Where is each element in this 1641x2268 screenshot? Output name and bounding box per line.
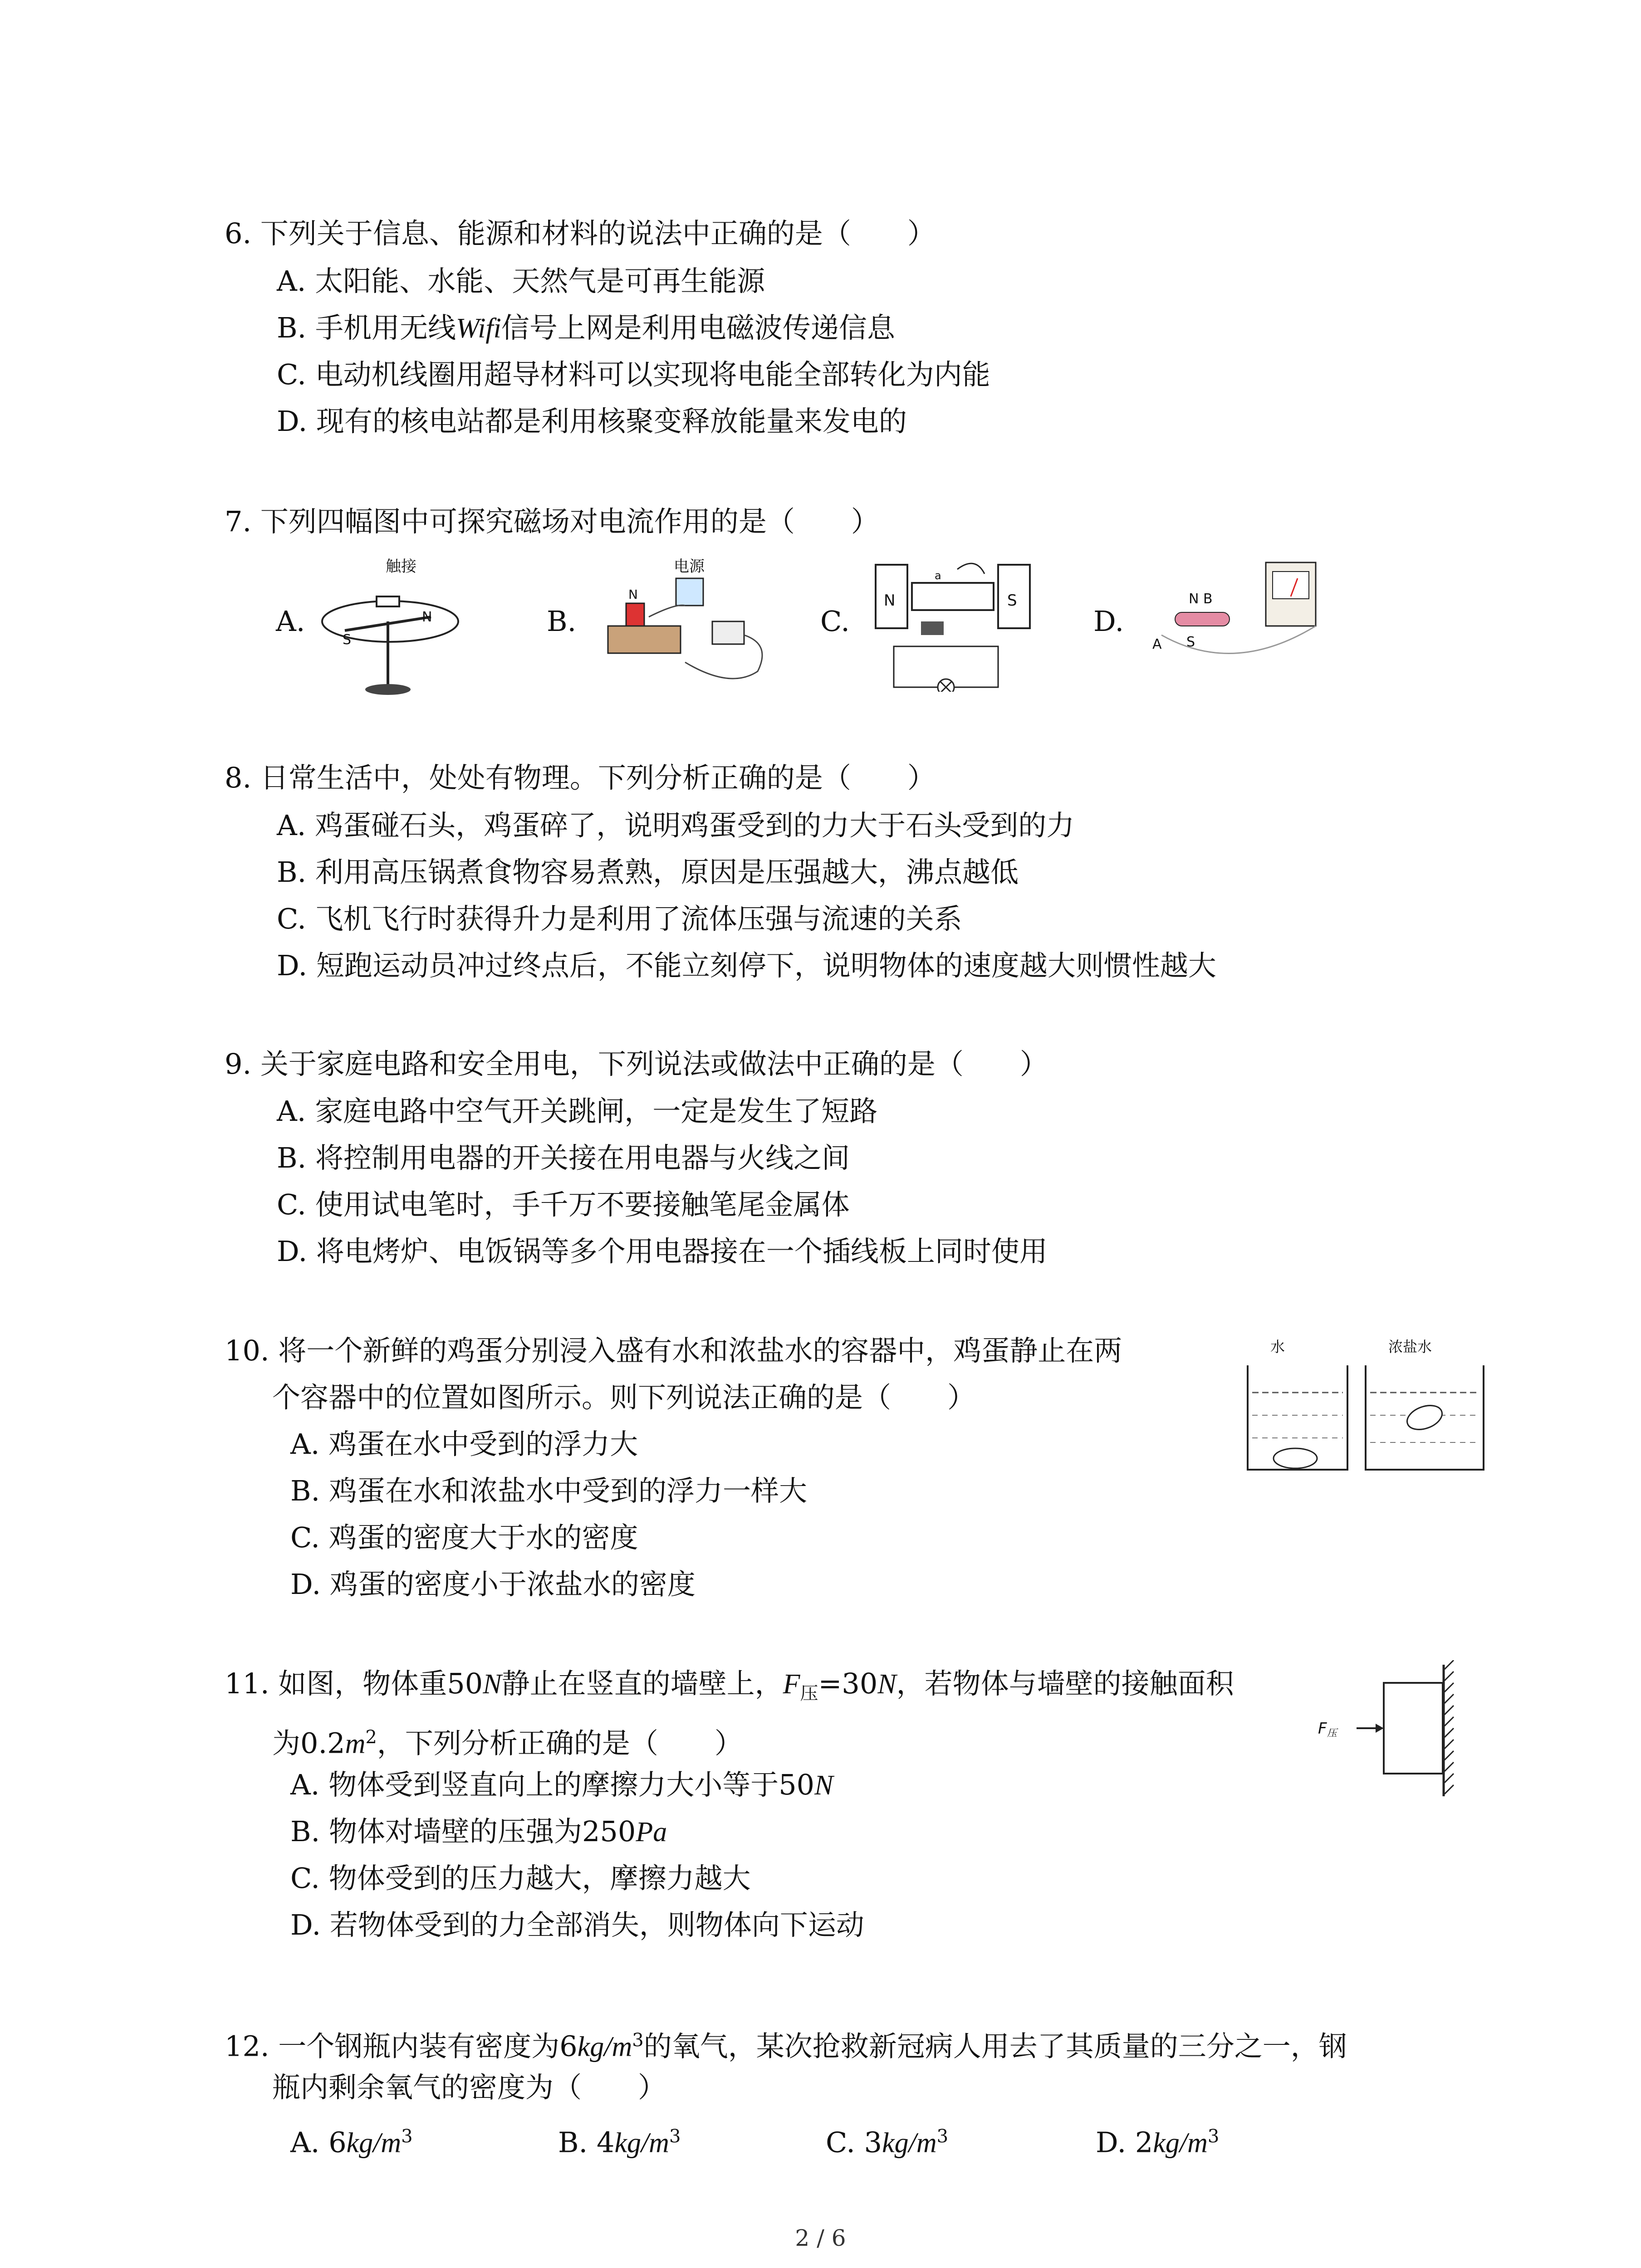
svg-text:N: N — [884, 591, 896, 610]
q10-fig-water-label: 水 — [1270, 1338, 1285, 1355]
q10-option-b: B. 鸡蛋在水和浓盐水中受到的浮力一样大 — [290, 1474, 807, 1507]
q11-option-d: D. 若物体受到的力全部消失，则物体向下运动 — [290, 1908, 864, 1941]
svg-text:N: N — [628, 587, 638, 602]
q11-option-c: C. 物体受到的压力越大，摩擦力越大 — [290, 1862, 751, 1895]
q7-label-d: D. — [1093, 605, 1124, 638]
q11-option-b: B. 物体对墙壁的压强为250Pa — [290, 1815, 667, 1848]
svg-text:S: S — [1007, 591, 1017, 610]
q8-option-a: A. 鸡蛋碰石头，鸡蛋碎了，说明鸡蛋受到的力大于石头受到的力 — [277, 809, 1075, 842]
q7-label-a: A. — [276, 605, 305, 638]
q8-option-d: D. 短跑运动员冲过终点后，不能立刻停下，说明物体的速度越大则惯性越大 — [277, 949, 1216, 982]
q10-option-d: D. 鸡蛋的密度小于浓盐水的密度 — [290, 1568, 696, 1601]
q10-fig-brine-label: 浓盐水 — [1388, 1338, 1432, 1355]
svg-text:A: A — [1152, 636, 1162, 652]
q7-label-b: B. — [547, 605, 577, 638]
q7-figure-b — [594, 553, 785, 689]
q10-option-c: C. 鸡蛋的密度大于水的密度 — [290, 1521, 638, 1554]
page-number: 2 / 6 — [795, 2225, 846, 2251]
q8-option-c: C. 飞机飞行时获得升力是利用了流体压强与流速的关系 — [277, 902, 962, 935]
q12-stem-line2: 瓶内剩余氧气的密度为（ ） — [272, 2071, 666, 2104]
q6-option-a: A. 太阳能、水能、天然气是可再生能源 — [277, 264, 765, 298]
q9-option-b: B. 将控制用电器的开关接在用电器与火线之间 — [277, 1141, 850, 1174]
q11-figure-wall-block — [1316, 1660, 1461, 1805]
q7-stem: 7. 下列四幅图中可探究磁场对电流作用的是（ ） — [225, 505, 879, 538]
q12-option-b: B. $4kg/m^3$ — [558, 2126, 681, 2159]
q10-figure-beakers — [1243, 1334, 1497, 1479]
svg-text:N B: N B — [1189, 591, 1213, 607]
q9-option-a: A. 家庭电路中空气开关跳闸，一定是发生了短路 — [277, 1095, 878, 1128]
svg-text:S: S — [343, 632, 352, 648]
q9-option-c: C. 使用试电笔时，手千万不要接触笔尾金属体 — [277, 1188, 850, 1221]
q11-option-a: A. 物体受到竖直向上的摩擦力大小等于50N — [290, 1768, 833, 1801]
q7-label-c: C. — [820, 605, 850, 638]
q9-option-d: D. 将电烤炉、电饭锅等多个用电器接在一个插线板上同时使用 — [277, 1235, 1048, 1268]
q12-option-c: C. $3kg/m^3$ — [826, 2126, 949, 2159]
q6-option-c: C. 电动机线圈用超导材料可以实现将电能全部转化为内能 — [277, 358, 990, 391]
svg-text:S: S — [1186, 634, 1195, 650]
q10-option-a: A. 鸡蛋在水中受到的浮力大 — [290, 1427, 638, 1461]
q12-option-d: D. $2kg/m^3$ — [1096, 2126, 1220, 2159]
q12-option-a: A. $6kg/m^3$ — [290, 2126, 413, 2159]
q7-figure-c — [867, 556, 1062, 692]
q7-fig-a-text: 触接 — [386, 557, 416, 576]
q11-stem-line2: 为$0.2m^2$，下列分析正确的是（ ） — [272, 1726, 743, 1760]
q11-stem-line1: 11. 如图，物体重50N静止在竖直的墙壁上，$F_压=30N$，若物体与墙壁的接触面积 — [225, 1667, 1234, 1704]
q7-figure-a — [318, 553, 467, 703]
svg-text:a: a — [935, 569, 941, 582]
svg-text:N: N — [422, 609, 432, 625]
q12-stem-line1: 12. 一个钢瓶内装有密度为$6kg/m^3$的氧气，某次抢救新冠病人用去了其质量的三分之一，钢 — [225, 2029, 1347, 2063]
q10-stem-line2: 个容器中的位置如图所示。则下列说法正确的是（ ） — [272, 1381, 976, 1414]
q8-option-b: B. 利用高压锅煮食物容易煮熟，原因是压强越大，沸点越低 — [277, 855, 1019, 889]
q6-stem: 6. 下列关于信息、能源和材料的说法中正确的是（ ） — [225, 217, 936, 250]
q7-figure-d — [1143, 558, 1334, 676]
q7-fig-b-text: 电源 — [674, 557, 705, 576]
q8-stem: 8. 日常生活中，处处有物理。下列分析正确的是（ ） — [225, 761, 936, 794]
q10-stem-line1: 10. 将一个新鲜的鸡蛋分别浸入盛有水和浓盐水的容器中，鸡蛋静止在两 — [225, 1334, 1122, 1367]
q6-option-b: B. 手机用无线Wifi信号上网是利用电磁波传递信息 — [277, 311, 895, 344]
q6-option-d: D. 现有的核电站都是利用核聚变释放能量来发电的 — [277, 405, 907, 438]
q11-fig-force-label: F压 — [1318, 1720, 1337, 1739]
q9-stem: 9. 关于家庭电路和安全用电，下列说法或做法中正确的是（ ） — [225, 1047, 1048, 1080]
